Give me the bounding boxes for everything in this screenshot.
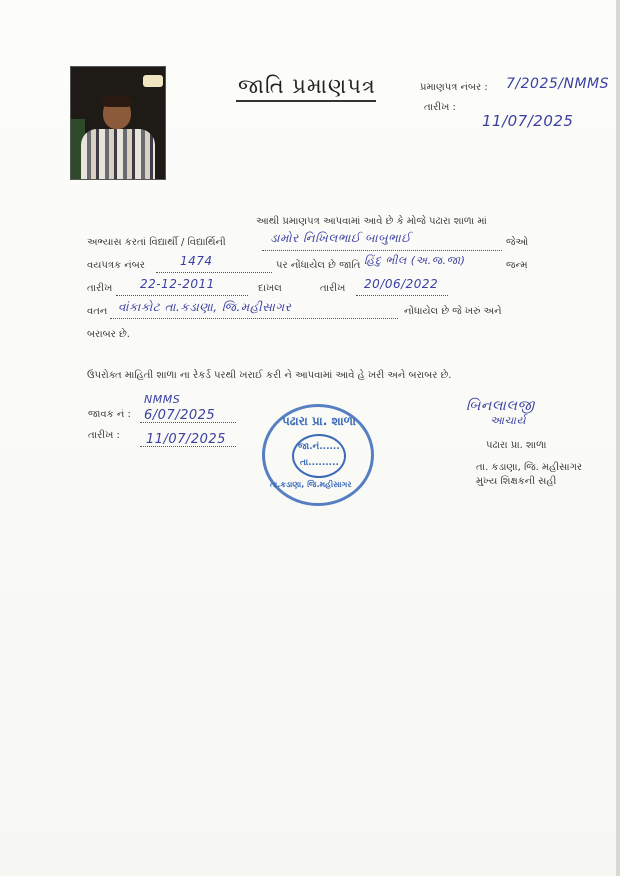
register-number: 1474	[180, 254, 213, 268]
student-name: ડામોર નિખિલભાઈ બાબુભાઈ	[270, 231, 411, 245]
footer-date-value: 11/07/2025	[146, 432, 226, 447]
name-dotted-line	[262, 250, 502, 251]
native-dotted-line	[110, 318, 398, 319]
principal-signature: બિનલાલજી	[466, 398, 535, 414]
body-line-2-prefix: અભ્યાસ કરતાં વિદ્યાર્થી / વિદ્યાર્થિની	[87, 237, 226, 248]
body-line-5-suffix: નોંધાયેલ છે જે ખરું અને	[404, 306, 502, 317]
stamp-top-text: પઢારા પ્રા. શાળા	[282, 414, 356, 428]
birth-dotted-line	[116, 295, 248, 296]
cert-date-value: 11/07/2025	[482, 112, 574, 130]
body-line-4-mid: દાખલ	[258, 283, 282, 294]
school-name: પઢારા પ્રા. શાળા	[486, 440, 547, 451]
footer-date-label: તારીખ :	[88, 430, 120, 441]
school-address: તા. કડાણા, જિ. મહીસાગર	[476, 462, 583, 473]
register-dotted-line	[156, 272, 272, 273]
certificate-title: જાતિ પ્રમાણપત્ર	[238, 74, 376, 98]
body-line-6: બરાબર છે.	[87, 329, 130, 340]
body-line-2-suffix: જેઓ	[506, 237, 529, 248]
outward-value: 6/07/2025	[144, 408, 216, 423]
native-place: વાંકાકોટ તા.કડાણા, જિ.મહીસાગર	[118, 300, 292, 314]
outward-hand-top: NMMS	[144, 393, 181, 406]
body-line-4-prefix: તારીખ	[87, 283, 113, 294]
stamp-mid-1: જા.નં......	[298, 442, 340, 452]
sign-title: આચાર્ય	[490, 414, 526, 427]
body-line-3-mid: પર નોંધાયેલ છે જાતિ	[276, 260, 361, 271]
body-line-4-mid2: તારીખ	[320, 283, 346, 294]
cert-number-value: 7/2025/NMMS	[506, 76, 609, 92]
school-stamp-inner	[292, 434, 346, 478]
admission-date: 20/06/2022	[364, 277, 439, 291]
cert-number-label: પ્રમાણપત્ર નંબર :	[420, 82, 488, 93]
signature-caption: મુખ્ય શિક્ષકની સહી	[476, 476, 557, 487]
body-line-5-prefix: વતન	[87, 306, 108, 317]
birth-date: 22-12-2011	[140, 277, 215, 291]
stamp-bottom-text: તા.કડાણા, જિ.મહીસાગર	[270, 480, 352, 489]
body-line-3-suffix: જન્મ	[506, 260, 528, 271]
body-line-3-prefix: વયપત્રક નંબર	[87, 260, 145, 271]
page-edge	[616, 0, 620, 876]
outward-label: જાવક નં :	[88, 409, 131, 420]
title-underline	[236, 100, 376, 102]
admission-dotted-line	[356, 295, 448, 296]
body-line-1: આથી પ્રમાણપત્ર આપવામાં આવે છે કે મોજે પઢારા શાળા માં	[256, 216, 487, 227]
cert-date-label: તારીખ :	[424, 102, 456, 113]
student-photo	[70, 66, 166, 180]
verification-statement: ઉપરોક્ત માહિતી શાળા ના રેકર્ડ પરથી ખરાઈ કરી ને આપવામાં આવે હે ખરી અને બરાબર છે.	[87, 370, 452, 381]
stamp-mid-2: તા.........	[300, 458, 339, 468]
caste-value: હિંદુ ભીલ (અ.જ.જા)	[364, 254, 466, 267]
